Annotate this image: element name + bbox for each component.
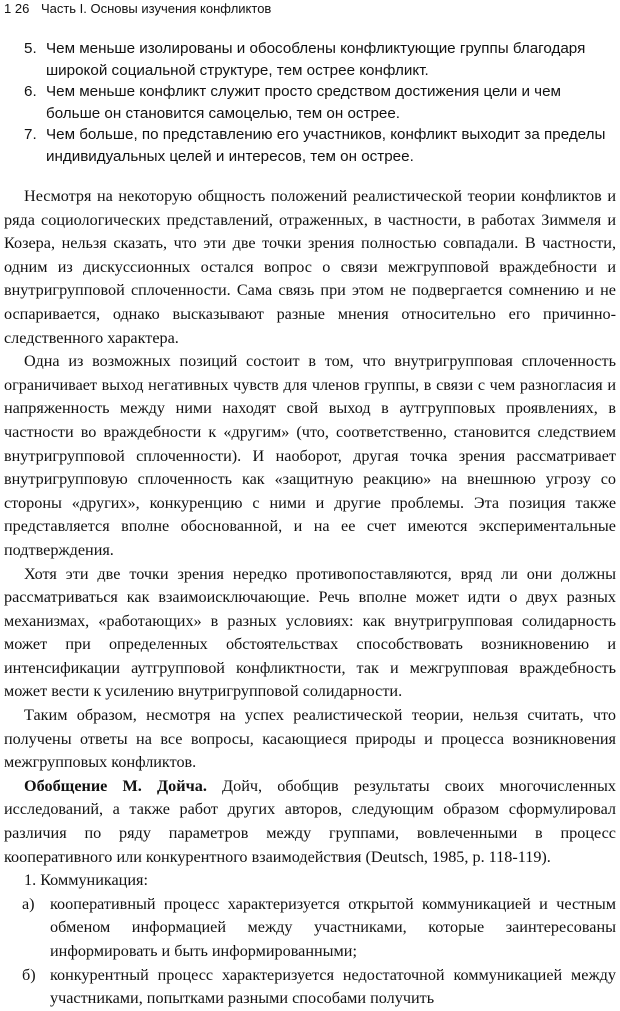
section-heading: Обобщение М. Дойча.: [24, 776, 207, 795]
paragraph: Таким образом, несмотря на успех реалистической теории, нельзя считать, что получены ответы на все вопросы, касающиеся природы и процесса возникновения межгрупповых конфликтов.: [4, 706, 616, 772]
sub-list-item: [4, 964, 616, 1011]
paragraph: Одна из возможных позиций состоит в том, что внутригрупповая сплоченность ограничивает выход негативных чувств для членов группы, в связи с чем разногласия и напряженность между ними находят свой выход в аутгрупповых проявлениях, в частности во враждебности к «другим» (что, соответственно, становится следствием внутригрупповой сплоченности). И наоборот, другая точка зрения рассматривает внутригрупповую сплоченность как «защитную реакцию» на внешнюю угрозу со стороны «других», конкуренцию с ними и другие проблемы. Эта позиция также представляется вполне обоснованной, и на ее счет имеются экспериментальные подтверждения.: [4, 352, 616, 559]
list-item-text: Чем меньше изолированы и обособлены конфликтующие группы благодаря широкой социальной структуре, тем острее конфликт.: [46, 40, 586, 79]
sub-list-text: конкурентный процесс характеризуется недостаточной коммуникацией между участниками, попытками разными способами получить: [50, 965, 616, 1008]
list-item-number: 5.: [24, 40, 37, 57]
list-item-text: Чем меньше конфликт служит просто средством достижения цели и чем больше он становится самоцелью, тем он острее.: [46, 83, 561, 122]
list-item-heading: 1. Коммуникация:: [24, 871, 148, 890]
sub-list-marker: б): [22, 965, 36, 984]
paragraph: [4, 775, 616, 869]
list-item-number: 6.: [24, 83, 37, 101]
list-item-text: Чем больше, по представлению его участников, конфликт выходит за пределы индивидуальных целей и интересов, тем он острее.: [46, 126, 606, 165]
sub-list-marker: а): [22, 894, 35, 913]
paragraph: Несмотря на некоторую общность положений реалистической теории конфликтов и ряда социологических представлений, отраженных, в частности, в работах Зиммеля и Козера, нельзя сказать, что эти две точки зрения полностью совпадали. В частности, одним из дискуссионных остался вопрос о связи межгрупповой враждебности и внутригрупповой сплоченности. Сама связь при этом не подвергается сомнению и не оспаривается, однако высказывают разные мнения относительно его причинно-следственного характера.: [4, 187, 616, 347]
list-item: [24, 38, 608, 81]
body-text: [4, 185, 616, 1011]
list-item: [24, 124, 608, 167]
communication-list: [4, 869, 616, 1011]
list-item: [24, 81, 608, 124]
running-header: [4, 0, 271, 20]
sub-list-item: [4, 893, 616, 964]
sub-list-text: кооперативный процесс характеризуется открытой коммуникацией и честным обменом информацией между участниками, которые заинтересованы информировать и быть информированными;: [50, 894, 616, 960]
running-title: Часть I. Основы изучения конфликтов: [40, 1, 272, 16]
list-item-number: 7.: [24, 126, 37, 144]
page-number: 1 26: [4, 1, 30, 16]
paragraph-text: Дойч, обобщив результаты своих многочисленных исследований, а также работ других авторов, следующим образом сформулировал различия по ряду параметров между группами, вовлеченными в процесс кооперативного или конкурентного взаимодействия (Deutsch, 1985, p. 118-119).: [4, 776, 616, 866]
paragraph: Хотя эти две точки зрения нередко противопоставляются, вряд ли они должны рассматриваться как взаимоисключающие. Речь вполне может идти о двух разных механизмах, «работающих» в разных условиях: как внутригрупповая солидарность может при определенных обстоятельствах способствовать возникновению и интенсификации аутгрупповой конфликтности, так и межгрупповая враждебность может вести к усилению внутригрупповой солидарности.: [4, 564, 616, 701]
numbered-list: [24, 38, 608, 168]
